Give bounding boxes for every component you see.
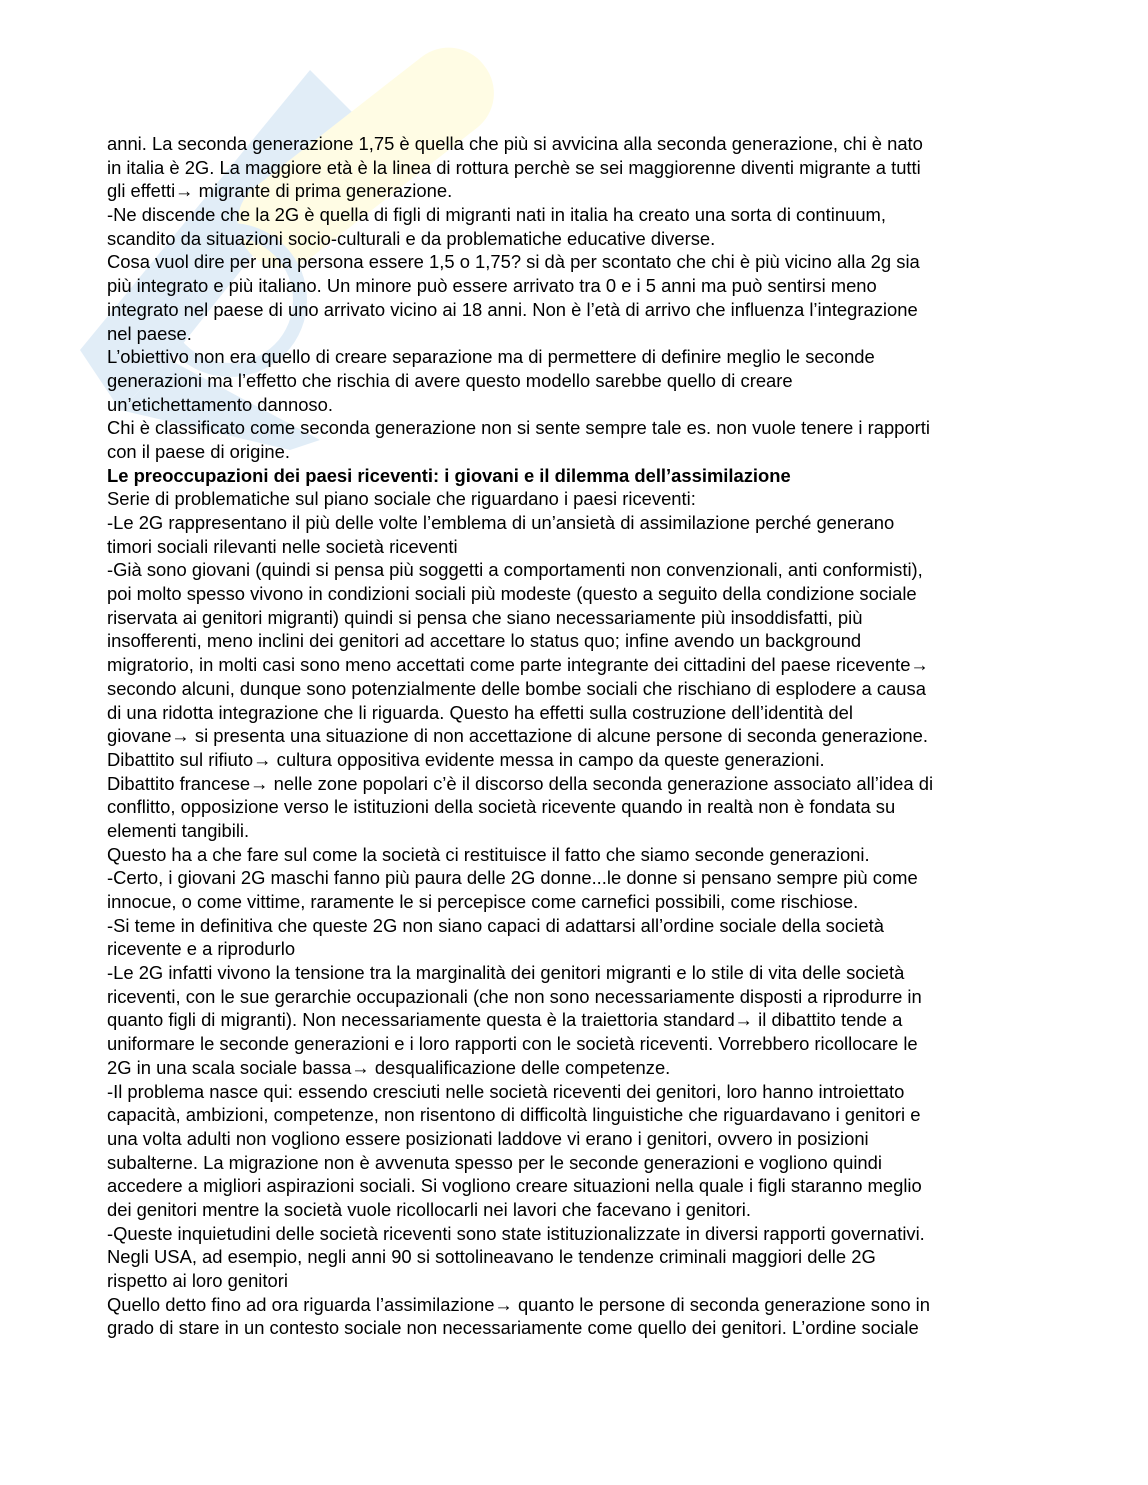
text-line: con il paese di origine. bbox=[107, 440, 290, 462]
text-line: poi molto spesso vivono in condizioni sociali più modeste (questo a seguito della condizione sociale bbox=[107, 583, 917, 605]
text-line: quanto figli di migranti). Non necessariamente questa è la traiettoria standard→ il dibattito tende a bbox=[107, 1009, 903, 1031]
text-line: -Certo, i giovani 2G maschi fanno più paura delle 2G donne...le donne si pensano sempre più come bbox=[107, 867, 918, 889]
text-line: Serie di problematiche sul piano sociale che riguardano i paesi riceventi: bbox=[107, 488, 696, 510]
text-line: -Le 2G rappresentano il più delle volte l’emblema di un’ansietà di assimilazione perché generano bbox=[107, 512, 895, 533]
text-line: elementi tangibili. bbox=[107, 819, 250, 841]
text-line: 2G in una scala sociale bassa→ desqualificazione delle competenze. bbox=[107, 1056, 671, 1078]
text-line: Quello detto fino ad ora riguarda l’assimilazione→ quanto le persone di seconda generazione sono in bbox=[107, 1293, 930, 1315]
text-line: accedere a migliori aspirazioni sociali. Si vogliono creare situazioni nella quale i figli staranno meglio bbox=[107, 1175, 922, 1197]
text-line: riservata ai genitori migranti) quindi si pensa che siano necessariamente più insoddisfatti, più bbox=[107, 606, 863, 628]
text-line: rispetto ai loro genitori bbox=[107, 1270, 288, 1291]
text-line: integrato nel paese di uno arrivato vicino ai 18 anni. Non è l’età di arrivo che influenza l’integrazione bbox=[107, 298, 918, 320]
text-line: anni. La seconda generazione 1,75 è quella che più si avvicina alla seconda generazione, chi è nato bbox=[107, 133, 923, 154]
text-line: nel paese. bbox=[107, 322, 192, 344]
text-line: innocue, o come vittime, raramente le si percepisce come carnefici possibili, come rischiose. bbox=[107, 891, 859, 912]
text-line: una volta adulti non vogliono essere posizionati laddove vi erano i genitori, ovvero in posizioni bbox=[107, 1127, 869, 1149]
text-line: subalterne. La migrazione non è avvenuta spesso per le seconde generazioni e vogliono quindi bbox=[107, 1151, 882, 1173]
text-line: scandito da situazioni socio-culturali e da problematiche educative diverse. bbox=[107, 227, 716, 249]
text-line: in italia è 2G. La maggiore età è la linea di rottura perchè se sei maggiorenne diventi migrante a tutti bbox=[107, 156, 921, 178]
text-line: -Queste inquietudini delle società riceventi sono state istituzionalizzate in diversi rapporti governativi. bbox=[107, 1222, 925, 1244]
text-line: gli effetti→ migrante di prima generazione. bbox=[107, 180, 453, 202]
text-line: riceventi, con le sue gerarchie occupazionali (che non sono necessariamente disposti a riprodurre in bbox=[107, 985, 922, 1007]
text-line: capacità, ambizioni, competenze, non risentono di difficoltà linguistiche che riguardavano i genitori e bbox=[107, 1104, 921, 1126]
text-line: Dibattito sul rifiuto→ cultura oppositiva evidente messa in campo da queste generazioni. bbox=[107, 748, 825, 770]
text-line: dei genitori mentre la società vuole ricollocarli nei lavori che facevano i genitori. bbox=[107, 1198, 752, 1220]
text-line: Dibattito francese→ nelle zone popolari c’è il discorso della seconda generazione associato all’idea di bbox=[107, 772, 934, 794]
text-line: di una ridotta integrazione che li riguarda. Questo ha effetti sulla costruzione dell’identità del bbox=[107, 701, 853, 723]
text-line: -Ne discende che la 2G è quella di figli di migranti nati in italia ha creato una sorta di continuum, bbox=[107, 204, 886, 226]
text-line: L’obiettivo non era quello di creare separazione ma di permettere di definire meglio le seconde bbox=[107, 346, 875, 368]
text-line: Cosa vuol dire per una persona essere 1,5 o 1,75? si dà per scontato che chi è più vicino alla 2g sia bbox=[107, 251, 920, 273]
text-line: conflitto, opposizione verso le istituzioni della società ricevente quando in realtà non è fondata su bbox=[107, 796, 896, 818]
text-line: giovane→ si presenta una situazione di non accettazione di alcune persone di seconda generazione. bbox=[107, 725, 928, 747]
text-line: secondo alcuni, dunque sono potenzialmente delle bombe sociali che rischiano di esplodere a causa bbox=[107, 677, 926, 699]
text-line: -Già sono giovani (quindi si pensa più soggetti a comportamenti non convenzionali, anti conformisti), bbox=[107, 559, 923, 581]
text-line: un’etichettamento dannoso. bbox=[107, 393, 333, 415]
text-line: -Il problema nasce qui: essendo cresciuti nelle società riceventi dei genitori, loro hanno introiettato bbox=[107, 1080, 905, 1102]
text-line: migratorio, in molti casi sono meno accettati come parte integrante dei cittadini del paese ricevente→ bbox=[107, 654, 929, 676]
text-line: Chi è classificato come seconda generazione non si sente sempre tale es. non vuole tenere i rapporti bbox=[107, 417, 930, 439]
section-heading: Le preoccupazioni dei paesi riceventi: i giovani e il dilemma dell’assimilazione bbox=[107, 464, 791, 486]
text-line: generazioni ma l’effetto che rischia di avere questo modello sarebbe quello di creare bbox=[107, 369, 793, 391]
text-line: uniformare le seconde generazioni e i loro rapporti con le società riceventi. Vorrebbero ricollocare le bbox=[107, 1033, 918, 1055]
text-line: -Si teme in definitiva che queste 2G non siano capaci di adattarsi all’ordine sociale della società bbox=[107, 914, 884, 936]
text-line: timori sociali rilevanti nelle società riceventi bbox=[107, 535, 458, 557]
text-line: ricevente e a riprodurlo bbox=[107, 938, 296, 960]
text-line: grado di stare in un contesto sociale non necessariamente come quello dei genitori. L’ordine sociale bbox=[107, 1317, 919, 1339]
text-line: insofferenti, meno inclini dei genitori ad accettare lo status quo; infine avendo un background bbox=[107, 630, 862, 652]
text-line: Negli USA, ad esempio, negli anni 90 si sottolineavano le tendenze criminali maggiori delle 2G bbox=[107, 1246, 876, 1268]
text-line: Questo ha a che fare sul come la società ci restituisce il fatto che siamo seconde generazioni. bbox=[107, 843, 870, 865]
text-line: -Le 2G infatti vivono la tensione tra la marginalità dei genitori migranti e lo stile di vita delle società bbox=[107, 962, 905, 984]
text-line: più integrato e più italiano. Un minore può essere arrivato tra 0 e i 5 anni ma può sentirsi meno bbox=[107, 275, 877, 297]
document-body bbox=[107, 132, 1052, 1340]
